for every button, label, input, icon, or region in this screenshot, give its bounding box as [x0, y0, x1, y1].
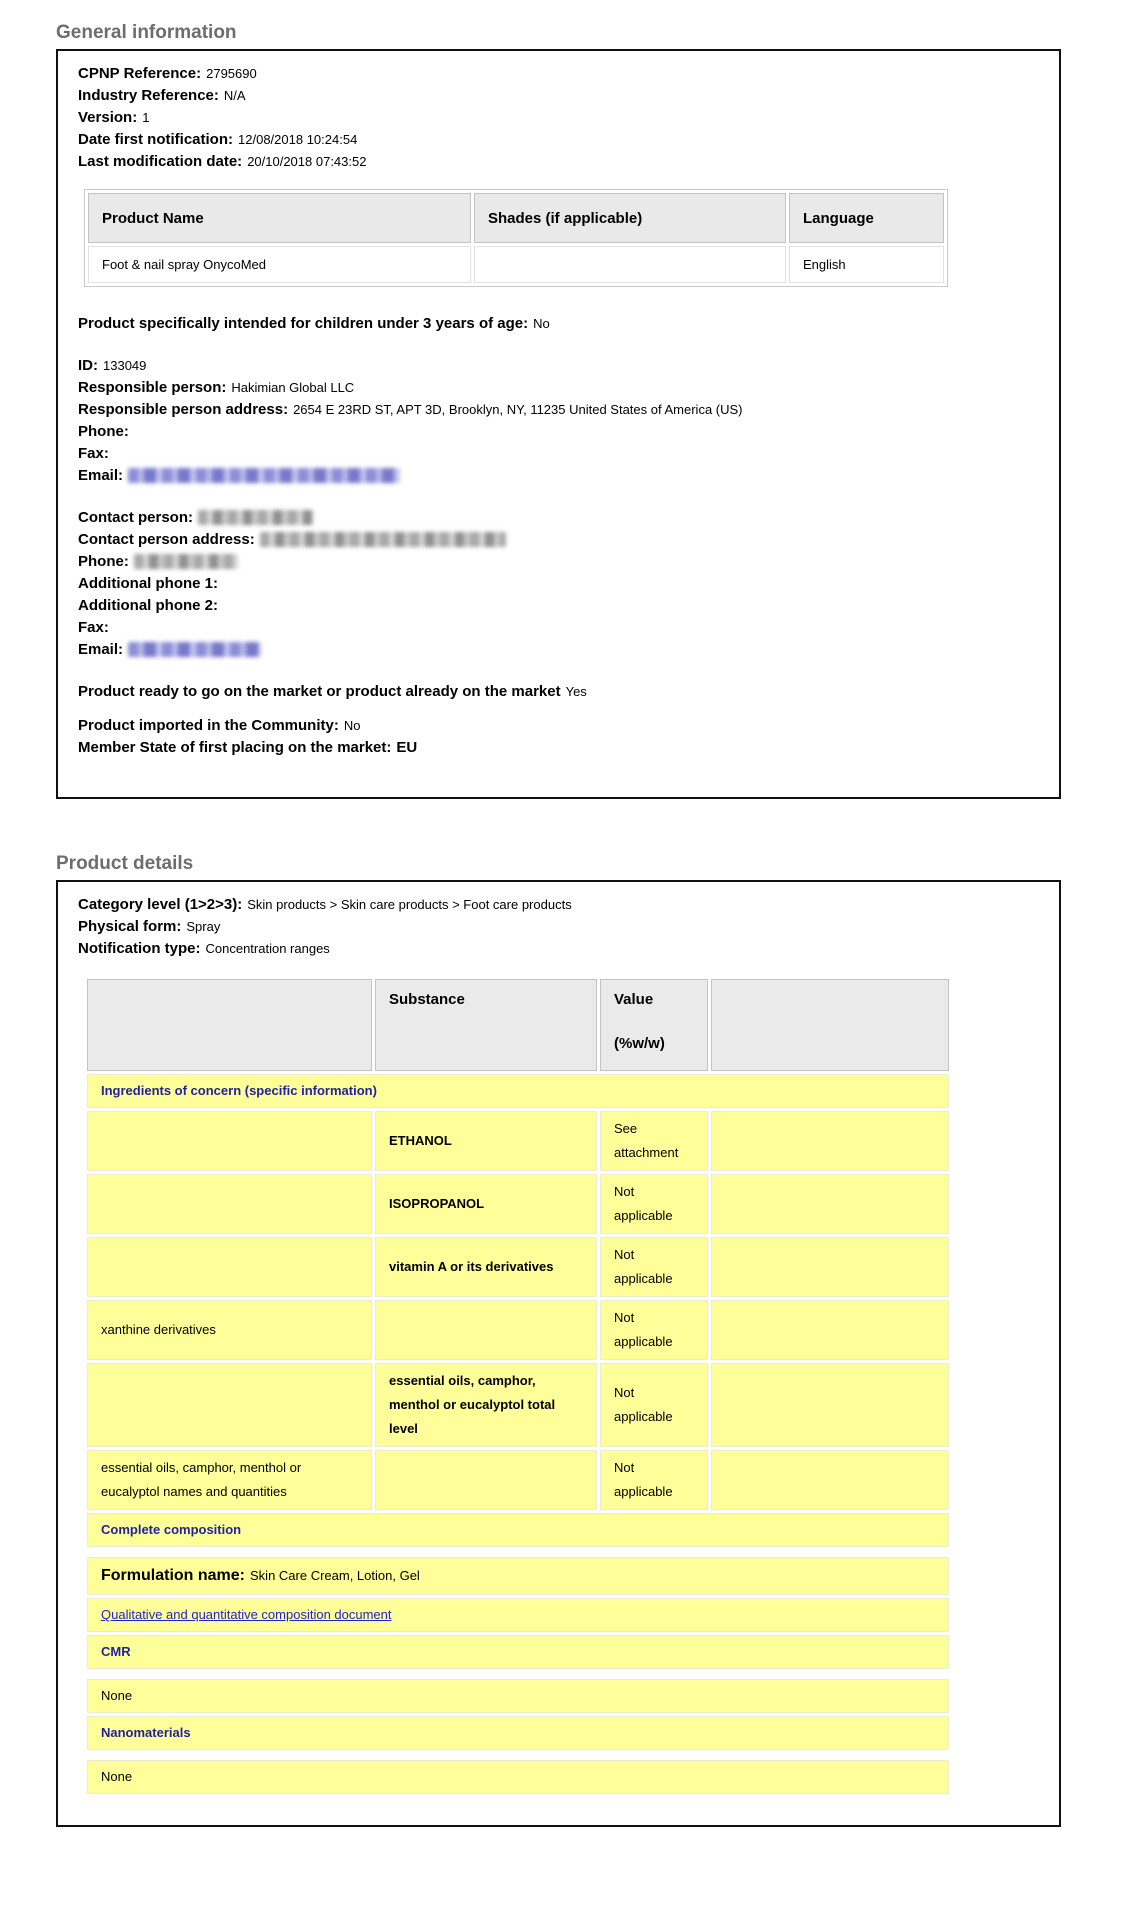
substance-row	[87, 1363, 949, 1447]
field-label: CPNP Reference:	[78, 65, 202, 82]
concern-name-cell	[87, 1363, 372, 1447]
section-row-cmr	[87, 1635, 949, 1669]
concern-name-cell: essential oils, camphor, menthol or eucalyptol names and quantities	[87, 1450, 372, 1510]
substance-cell: ETHANOL	[375, 1111, 597, 1171]
substance-cell: ISOPROPANOL	[375, 1174, 597, 1234]
field-label: Phone:	[78, 423, 129, 440]
value-header-line2: (%w/w)	[614, 1035, 665, 1052]
field-contact-email	[78, 639, 1039, 661]
substance-row	[87, 1237, 949, 1297]
field-imported-community	[78, 715, 1039, 737]
substance-row	[87, 1300, 949, 1360]
field-value: Concentration ranges	[205, 941, 330, 956]
cmr-value-cell: None	[87, 1679, 949, 1713]
field-label: Fax:	[78, 445, 109, 462]
ingredients-of-concern-title: Ingredients of concern (specific information)	[87, 1074, 949, 1108]
field-label: Fax:	[78, 619, 109, 636]
field-label: Phone:	[78, 553, 129, 570]
field-value: 20/10/2018 07:43:52	[247, 154, 367, 169]
redacted-contact-address	[260, 532, 506, 547]
field-value: N/A	[223, 88, 246, 103]
field-category-level	[78, 894, 1039, 916]
formulation-name-row	[87, 1557, 949, 1595]
field-value: No	[343, 718, 361, 733]
field-responsible-person	[78, 377, 1039, 399]
table-row	[88, 246, 944, 283]
spacer-row	[87, 1550, 949, 1554]
redacted-contact-person	[198, 510, 313, 525]
field-phone	[78, 421, 1039, 443]
formulation-name-label: Formulation name:	[101, 1567, 246, 1584]
product-name-header: Product Name	[88, 193, 471, 243]
nanomaterials-title: Nanomaterials	[87, 1716, 949, 1750]
field-label: Notification type:	[78, 940, 201, 957]
field-contact-fax	[78, 617, 1039, 639]
field-member-state	[78, 737, 1039, 759]
field-version	[78, 107, 1039, 129]
field-value: Hakimian Global LLC	[231, 380, 355, 395]
field-value: EU	[396, 739, 418, 756]
value-cell: Not applicable	[600, 1363, 708, 1447]
field-additional-phone-2	[78, 595, 1039, 617]
empty-header-cell	[87, 979, 372, 1071]
field-responsible-person-address	[78, 399, 1039, 421]
field-value: Skin products > Skin care products > Foot care products	[247, 897, 572, 912]
substance-row	[87, 1111, 949, 1171]
empty-cell	[711, 1363, 949, 1447]
substance-cell	[375, 1300, 597, 1360]
language-cell: English	[789, 246, 944, 283]
value-header	[600, 979, 708, 1071]
value-cell: Not applicable	[600, 1300, 708, 1360]
substance-cell: essential oils, camphor, menthol or eucalyptol total level	[375, 1363, 597, 1447]
field-label: Physical form:	[78, 918, 182, 935]
cmr-value-row	[87, 1679, 949, 1713]
substance-table-header-row	[87, 979, 949, 1071]
field-last-modification-date	[78, 151, 1039, 173]
substance-header	[375, 979, 597, 1071]
responsible-person-block	[78, 355, 1039, 487]
value-cell: Not applicable	[600, 1237, 708, 1297]
formulation-name-value: Skin Care Cream, Lotion, Gel	[250, 1568, 420, 1583]
product-details-heading: Product details	[56, 853, 194, 874]
substance-table	[84, 976, 952, 1797]
field-value: 133049	[103, 358, 147, 373]
product-name-table	[84, 189, 948, 287]
substance-row	[87, 1174, 949, 1234]
empty-cell	[711, 1111, 949, 1171]
concern-name-cell	[87, 1111, 372, 1171]
redacted-contact-phone	[134, 554, 238, 569]
field-physical-form	[78, 916, 1039, 938]
field-fax	[78, 443, 1039, 465]
concern-name-cell: xanthine derivatives	[87, 1300, 372, 1360]
field-value: Spray	[186, 919, 221, 934]
shades-header: Shades (if applicable)	[474, 193, 786, 243]
field-value: 2795690	[206, 66, 257, 81]
field-value: 12/08/2018 10:24:54	[238, 132, 358, 147]
field-label: Contact person:	[78, 509, 194, 526]
product-details-panel	[56, 880, 1061, 1827]
field-notification-type	[78, 938, 1039, 960]
substance-cell	[375, 1450, 597, 1510]
market-block	[78, 715, 1039, 759]
field-value: 1	[142, 110, 150, 125]
cmr-title: CMR	[87, 1635, 949, 1669]
general-information-panel	[56, 49, 1061, 799]
spacer-row	[87, 1672, 949, 1676]
field-label: ID:	[78, 357, 98, 374]
field-value: 2654 E 23RD ST, APT 3D, Brooklyn, NY, 11235 United States of America (US)	[293, 402, 743, 417]
field-value: Yes	[565, 684, 587, 699]
field-label: Responsible person address:	[78, 401, 289, 418]
field-label: Additional phone 2:	[78, 597, 218, 614]
product-name-table-header-row	[88, 193, 944, 243]
field-contact-person-address	[78, 529, 1039, 551]
field-label: Category level (1>2>3):	[78, 896, 243, 913]
value-cell: Not applicable	[600, 1450, 708, 1510]
field-cpnp-reference	[78, 63, 1039, 85]
redacted-email-link[interactable]	[128, 468, 400, 483]
field-additional-phone-1	[78, 573, 1039, 595]
field-label: Product imported in the Community:	[78, 717, 339, 734]
qq-document-cell	[87, 1598, 949, 1632]
redacted-contact-email-link[interactable]	[128, 642, 261, 657]
field-email	[78, 465, 1039, 487]
field-label: Last modification date:	[78, 153, 243, 170]
field-label: Version:	[78, 109, 138, 126]
language-header: Language	[789, 193, 944, 243]
section-row-ingredients-of-concern	[87, 1074, 949, 1108]
field-label: Email:	[78, 467, 124, 484]
product-name-cell: Foot & nail spray OnycoMed	[88, 246, 471, 283]
section-row-nanomaterials	[87, 1716, 949, 1750]
concern-name-cell	[87, 1237, 372, 1297]
field-children-under-3	[78, 313, 1039, 335]
field-id	[78, 355, 1039, 377]
field-label: Responsible person:	[78, 379, 227, 396]
substance-row	[87, 1450, 949, 1510]
shades-cell	[474, 246, 786, 283]
field-label: Product ready to go on the market or product already on the market	[78, 683, 561, 700]
value-cell: Not applicable	[600, 1174, 708, 1234]
qq-document-row	[87, 1598, 949, 1632]
field-contact-phone	[78, 551, 1039, 573]
empty-cell	[711, 1300, 949, 1360]
empty-cell	[711, 1174, 949, 1234]
field-value: No	[533, 316, 550, 331]
section-row-complete-composition	[87, 1513, 949, 1547]
field-contact-person	[78, 507, 1039, 529]
field-label: Member State of first placing on the market:	[78, 739, 392, 756]
field-label: Date first notification:	[78, 131, 234, 148]
concern-name-cell	[87, 1174, 372, 1234]
field-label: Contact person address:	[78, 531, 255, 548]
empty-header-cell	[711, 979, 949, 1071]
value-header-line1: Value	[614, 991, 654, 1008]
value-cell: See attachment	[600, 1111, 708, 1171]
field-industry-reference	[78, 85, 1039, 107]
empty-cell	[711, 1450, 949, 1510]
formulation-name-cell	[87, 1557, 949, 1595]
complete-composition-title: Complete composition	[87, 1513, 949, 1547]
field-label: Industry Reference:	[78, 87, 219, 104]
field-label: Additional phone 1:	[78, 575, 218, 592]
field-market-ready	[78, 681, 1039, 703]
field-date-first-notification	[78, 129, 1039, 151]
empty-cell	[711, 1237, 949, 1297]
contact-person-block	[78, 507, 1039, 661]
qq-document-link[interactable]: Qualitative and quantitative composition document	[101, 1607, 392, 1622]
field-label: Email:	[78, 641, 124, 658]
spacer-row	[87, 1753, 949, 1757]
substance-header-label: Substance	[389, 991, 465, 1008]
nanomaterials-value-cell: None	[87, 1760, 949, 1794]
general-information-heading: General information	[56, 22, 237, 43]
nanomaterials-value-row	[87, 1760, 949, 1794]
substance-cell: vitamin A or its derivatives	[375, 1237, 597, 1297]
field-label: Product specifically intended for children under 3 years of age:	[78, 315, 529, 332]
